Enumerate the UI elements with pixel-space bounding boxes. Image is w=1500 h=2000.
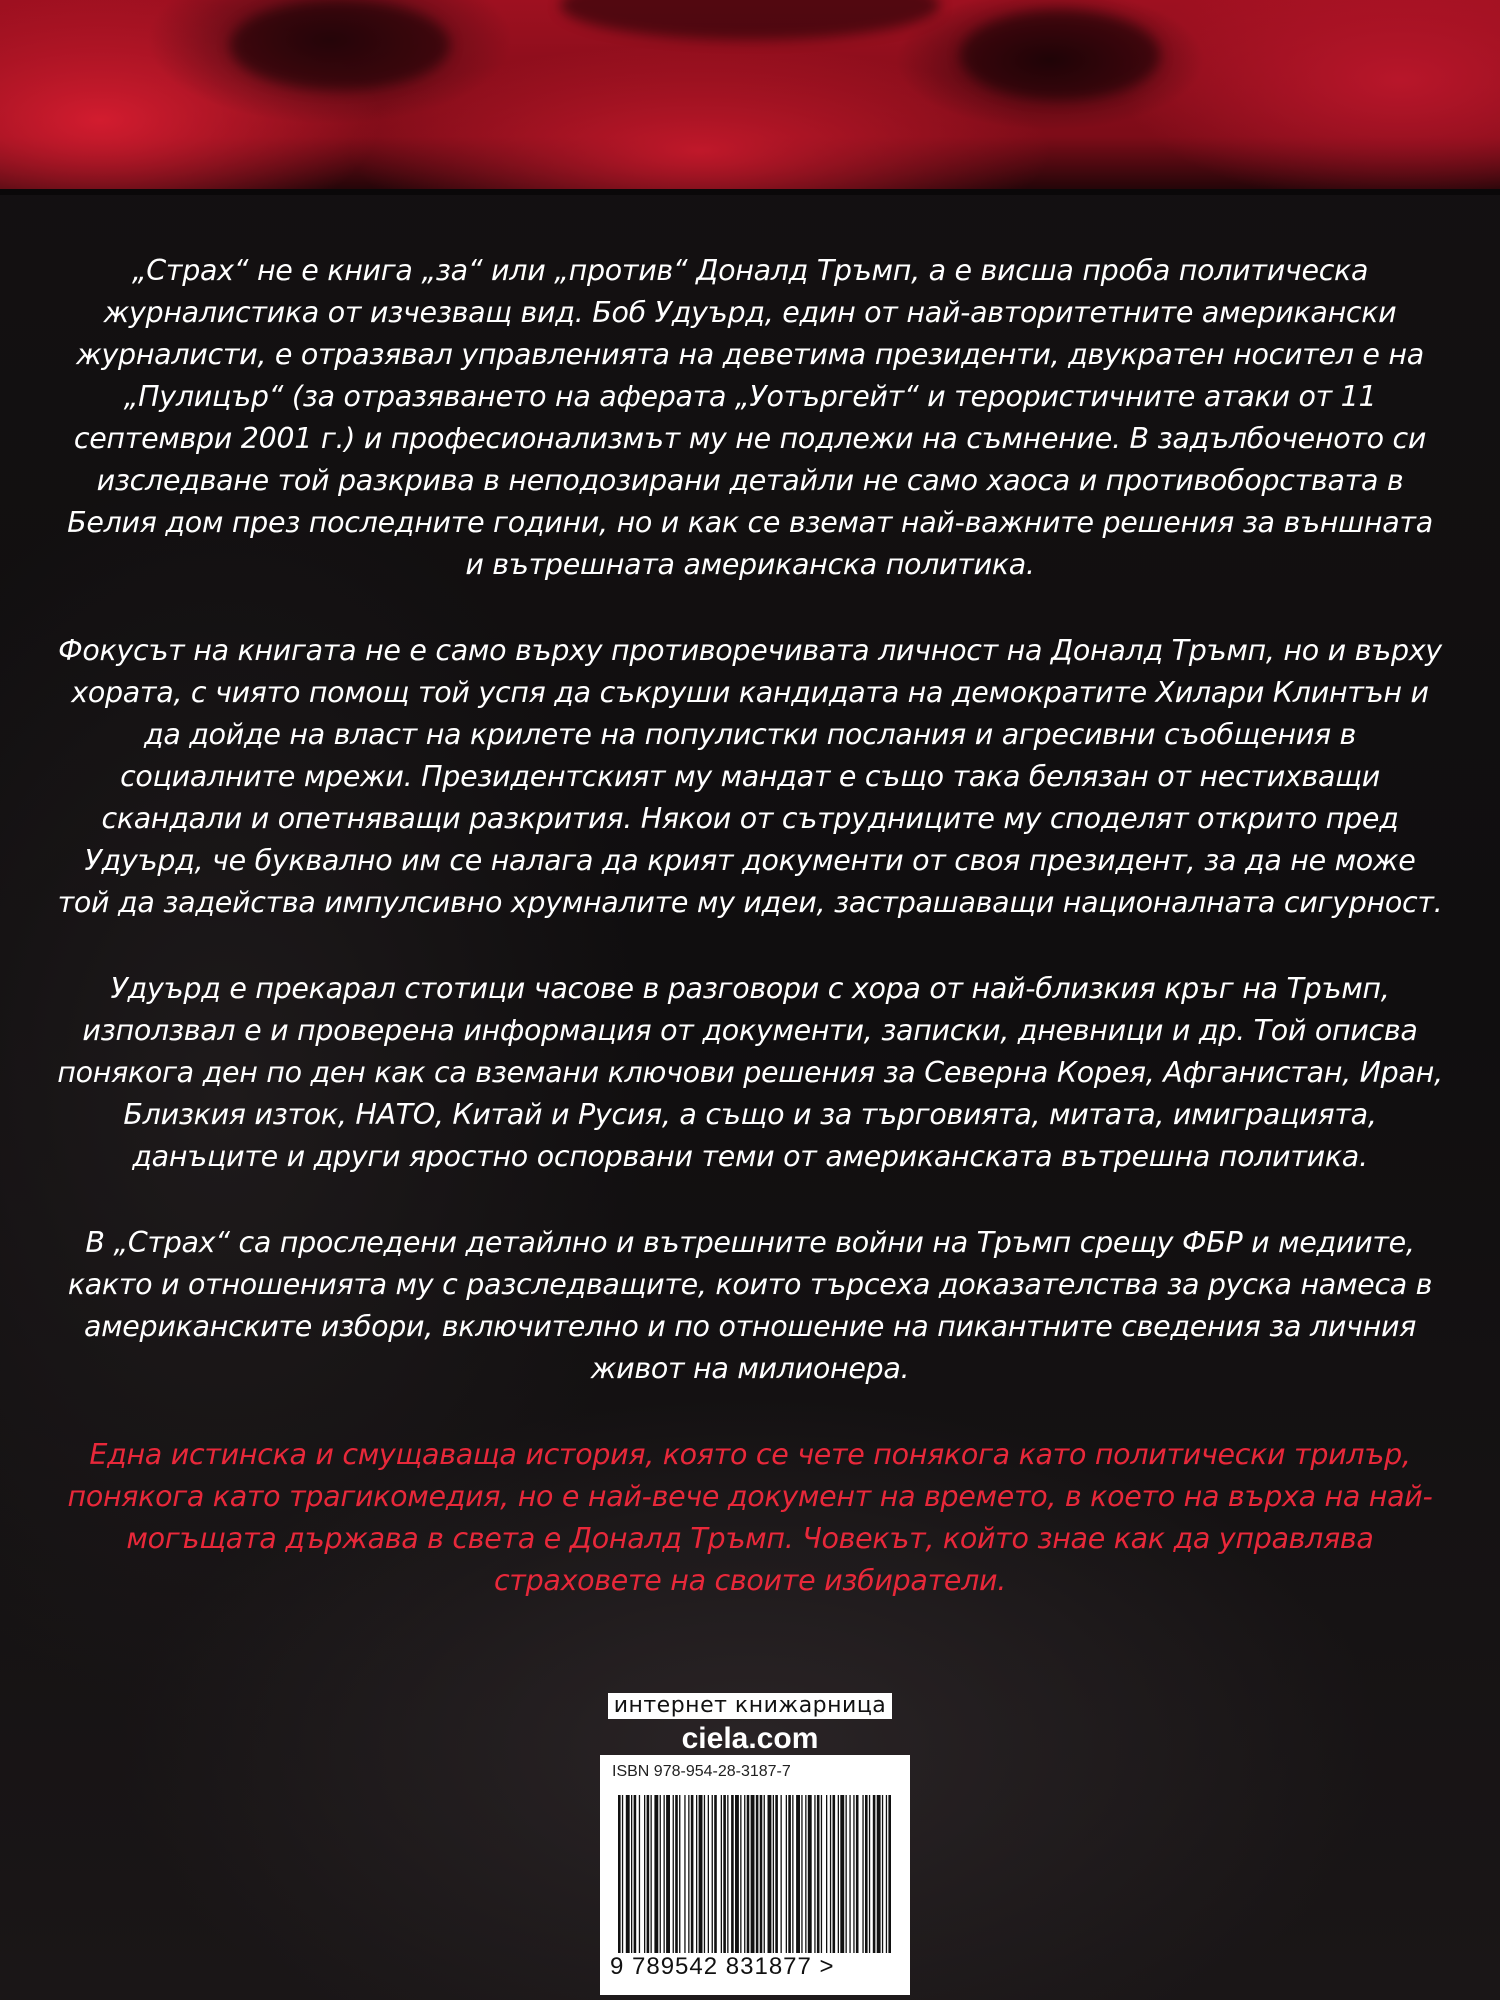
barcode-bar [647,1795,650,1953]
barcode-bar [882,1795,883,1953]
barcode-bar [886,1795,887,1953]
barcode-bar [651,1795,652,1953]
barcode-bar [721,1795,722,1953]
barcode-bar [740,1795,741,1953]
barcode-bar [814,1795,815,1953]
barcode-bar [631,1795,632,1953]
barcode-bar [699,1795,703,1953]
barcode-bar [796,1795,800,1953]
barcode-bar [675,1795,678,1953]
barcode-bar [760,1795,763,1953]
barcode-bar [712,1795,713,1953]
barcode-bar [826,1795,827,1953]
isbn-label: ISBN 978-954-28-3187-7 [612,1763,791,1780]
barcode-bar [788,1795,791,1953]
barcode-bar [691,1795,694,1953]
barcode-bar [714,1795,717,1953]
barcode-bar [744,1795,745,1953]
blurb-highlight: Една истинска и смущаваща история, която се чете понякога като политически трилър, понякога като трагикомедия, но е най-вече документ на времето, в което на върха на най-могъщата държава в света е Доналд Тръмп. Човекът, който знае как да управлява страховете на своите избиратели. [67,1438,1433,1597]
barcode-bar [808,1795,812,1953]
blurb-paragraph: „Страх“ не е книга „за“ или „против“ Доналд Тръмп, а е висша проба политическа журналистика от изчезващ вид. Боб Удуърд, един от най-авторитетните американски журналисти, е отразявал управленията на деветима президенти, двукратен носител е на „Пулицър“ (за отразяването на аферата „Уотъргейт“ и терористичните атаки от 11 септември 2001 г.) и професионализмът му не подлежи на съмнение. В задълбоченото си изследване той разкрива в неподозирани детайли не само хаоса и противоборствата в Белия дом през последните години, но и как се вземат най-важните решения за външната и вътрешната американска политика. [67,254,1433,581]
barcode-bar [792,1795,793,1953]
barcode-bar [747,1795,750,1953]
blurb-paragraph: Фокусът на книгата не е само върху противоречивата личност на Доналд Тръмп, но и върху хората, с чиято помощ той успя да съкруши кандидата на демократите Хилари Клинтън и да дойде на власт на крилете на популистки послания и агресивни съобщения в социалните мрежи. Президентският му мандат е също така белязан от нестихващи скандали и опетняващи разкрития. Някои от сътрудниците му споделят открито пред Удуърд, че буквално им се налага да крият документи от своя президент, за да не може той да задейства импулсивно хрумналите му идеи, застрашаващи националната сигурност. [57,634,1443,919]
barcode-bar [846,1795,847,1953]
barcode-bar [773,1795,774,1953]
barcode-bar [768,1795,772,1953]
barcode-bar [856,1795,859,1953]
barcode-bar [618,1795,621,1953]
barcode-bar [756,1795,759,1953]
barcode-bar [644,1795,645,1953]
barcode-bar [626,1795,630,1953]
barcode-bar [786,1795,787,1953]
blurb-text [55,250,1445,1646]
barcode-bar [696,1795,697,1953]
barcode-bar [775,1795,778,1953]
barcode-bar [751,1795,755,1953]
barcode-bar [622,1795,623,1953]
barcode-bar [830,1795,831,1953]
barcode-bar [873,1795,876,1953]
barcode-bars [618,1795,893,1953]
barcode-bar [684,1795,685,1953]
barcode-bar [805,1795,806,1953]
barcode-bar [877,1795,881,1953]
barcode-bar [801,1795,802,1953]
barcode-bar [781,1795,782,1953]
barcode-bar [869,1795,870,1953]
barcode-digits: 9 789542 831877 > [610,1953,835,1980]
barcode-bar [664,1795,665,1953]
publisher-branding [600,1693,900,1759]
barcode-bar [849,1795,850,1953]
barcode-bar [853,1795,854,1953]
barcode-bar [704,1795,705,1953]
barcode-bar [731,1795,734,1953]
barcode-bar [840,1795,844,1953]
barcode-bar [666,1795,670,1953]
barcode-bar [639,1795,640,1953]
blurb-paragraph: Удуърд е прекарал стотици часове в разговори с хора от най-близкия кръг на Тръмп, използвал е и проверена информация от документи, записки, дневници и др. Той описва понякога ден по ден как са вземани ключови решения за Северна Корея, Афганистан, Иран, Близкия изток, НАТО, Китай и Русия, а също и за търговията, митата, имиграцията, данъците и други яростно оспорвани теми от американската вътрешна политика. [57,972,1443,1173]
barcode-bar [688,1795,689,1953]
barcode-bar [821,1795,822,1953]
barcode-bar [735,1795,739,1953]
store-label: интернет книжарница [608,1693,893,1719]
barcode-bar [660,1795,661,1953]
barcode-bar [817,1795,820,1953]
barcode-bar [888,1795,891,1953]
barcode-bar [708,1795,709,1953]
barcode-bar [634,1795,637,1953]
cover-photo-strip [0,0,1500,195]
blurb-paragraph: В „Страх“ са проследени детайлно и вътрешните войни на Тръмп срещу ФБР и медиите, както и отношенията му с разследващите, които търсеха доказателства за руска намеса в американските избори, включително и по отношение на пикантните сведения за личния живот на милионера. [67,1226,1433,1385]
barcode-bar [679,1795,680,1953]
isbn-barcode [600,1755,910,1995]
barcode-bar [862,1795,863,1953]
barcode-bar [833,1795,836,1953]
barcode-bar [727,1795,728,1953]
store-url: ciela.com [681,1722,819,1755]
barcode-bar [838,1795,839,1953]
barcode-bar [654,1795,658,1953]
barcode-bar [764,1795,765,1953]
barcode-bar [723,1795,726,1953]
barcode-bar [865,1795,868,1953]
barcode-bar [673,1795,674,1953]
